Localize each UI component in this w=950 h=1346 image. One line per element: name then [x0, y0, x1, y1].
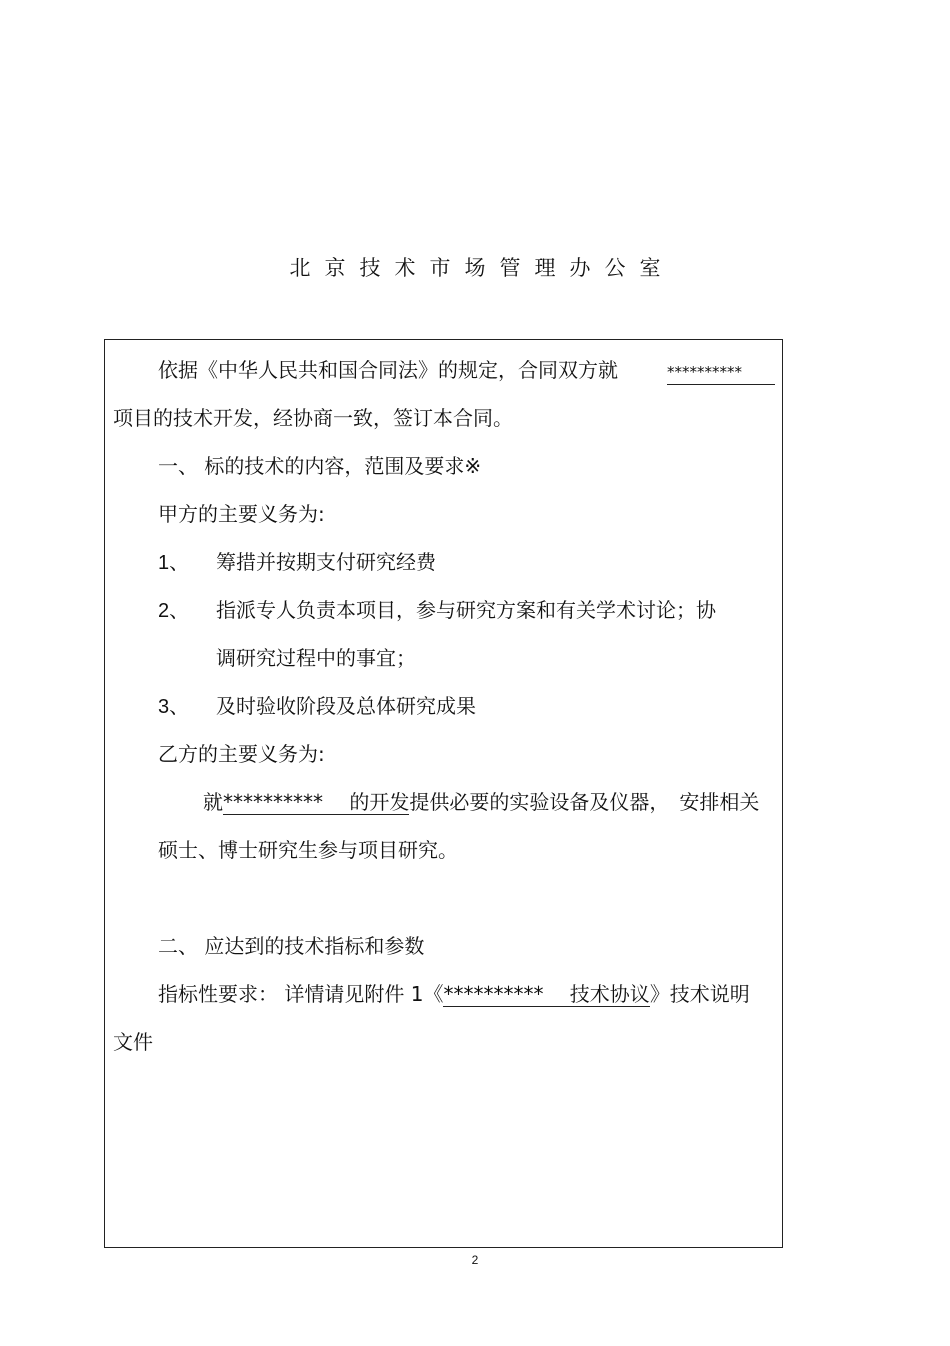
party-b-line-1 — [203, 788, 759, 816]
intro-project-field — [667, 356, 775, 385]
spec-text-a: 指标性要求： 详情请见附件 1《 — [158, 982, 444, 1006]
party-b-project-blank: ********** 的开发 — [223, 790, 410, 814]
project-name-blank: ********** — [667, 360, 775, 385]
party-b-line-2: 硕士、博士研究生参与项目研究。 — [158, 838, 458, 862]
office-title: 北京技术市场管理办公室 — [289, 256, 675, 280]
intro-line-2: 项目的技术开发，经协商一致，签订本合同。 — [113, 406, 513, 430]
item-text: 筹措并按期支付研究经费 — [216, 550, 436, 574]
party-b-heading: 乙方的主要义务为: — [158, 742, 325, 766]
party-a-heading: 甲方的主要义务为: — [158, 502, 325, 526]
party-a-item — [158, 692, 476, 721]
item-text: 调研究过程中的事宜； — [216, 646, 416, 670]
page-number: 2 — [471, 1253, 479, 1267]
item-text: 指派专人负责本项目，参与研究方案和有关学术讨论；协 — [216, 598, 716, 622]
party-b-text-b: 提供必要的实验设备及仪器， 安排相关 — [409, 790, 760, 814]
item-number: 1、 — [158, 552, 190, 574]
section-1-heading: 一、 标的技术的内容，范围及要求※ — [158, 454, 482, 478]
party-b-text-a: 就 — [203, 790, 223, 814]
party-a-item — [158, 596, 716, 625]
spec-text-b: 》技术说明 — [649, 982, 750, 1006]
intro-line-1 — [158, 356, 618, 384]
intro-text-a: 依据《中华人民共和国合同法》的规定，合同双方就 — [158, 358, 618, 382]
item-number: 3、 — [158, 696, 190, 718]
party-a-item — [158, 548, 436, 577]
item-number: 2、 — [158, 600, 190, 622]
spec-agreement-blank: ********** 技术协议 — [443, 982, 650, 1006]
party-a-item-continuation — [158, 644, 416, 672]
spec-line-1 — [158, 980, 750, 1008]
item-text: 及时验收阶段及总体研究成果 — [216, 694, 476, 718]
spec-line-2: 文件 — [113, 1030, 153, 1054]
section-2-heading: 二、 应达到的技术指标和参数 — [158, 934, 425, 958]
contract-frame — [104, 339, 783, 1248]
